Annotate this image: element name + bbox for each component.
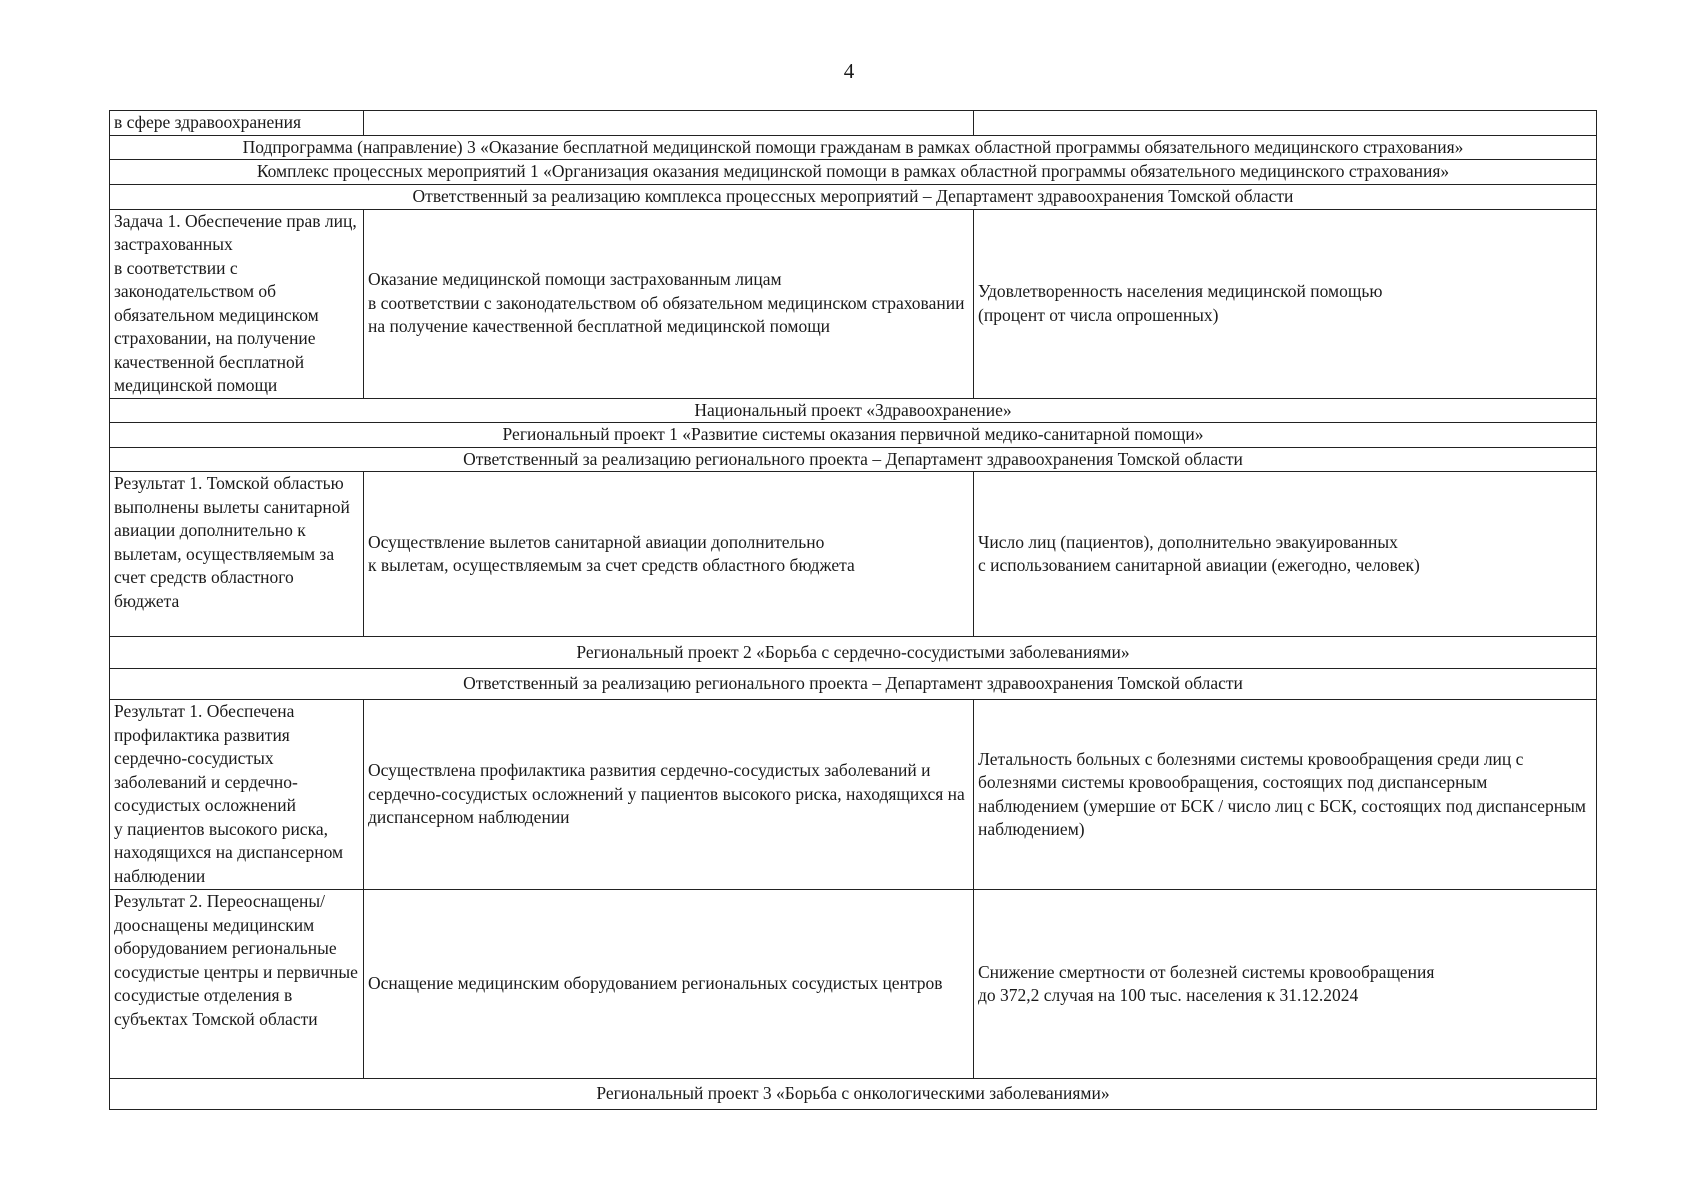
section-row [110,423,1597,448]
section-row [110,669,1597,700]
cell-indicator [974,111,1597,136]
cell-indicator: Число лиц (пациентов), дополнительно эвакуированных с использованием санитарной авиации (ежегодно, человек) [974,472,1597,637]
table-row [110,111,1597,136]
cell-indicator: Снижение смертности от болезней системы кровообращения до 372,2 случая на 100 тыс. населения к 31.12.2024 [974,890,1597,1079]
section-row [110,135,1597,160]
page-number: 4 [843,59,855,83]
cell-indicator: Летальность больных с болезнями системы кровообращения среди лиц с болезнями системы кровообращения, состоящих под диспансерным наблюдением (умершие от БСК / число лиц с БСК, состоящих под диспансерным наблюдением) [974,700,1597,890]
cell-indicator: Удовлетворенность населения медицинской помощью (процент от числа опрошенных) [974,209,1597,398]
cell-measure: Оказание медицинской помощи застрахованным лицам в соответствии с законодательством об обязательном медицинском страховании на получение качественной бесплатной медицинской помощи [364,209,974,398]
complex-heading: Комплекс процессных мероприятий 1 «Организация оказания медицинской помощи в рамках областной программы обязательного медицинского страхования» [110,160,1597,185]
table-row [110,472,1597,637]
program-table [109,110,1597,1110]
section-row [110,1079,1597,1110]
regional-project-heading: Региональный проект 3 «Борьба с онкологическими заболеваниями» [110,1079,1597,1110]
complex-responsible: Ответственный за реализацию комплекса процессных мероприятий – Департамент здравоохранения Томской области [110,184,1597,209]
cell-task: в сфере здравоохранения [110,111,364,136]
regional-project-heading: Региональный проект 2 «Борьба с сердечно-сосудистыми заболеваниями» [110,637,1597,669]
section-row [110,447,1597,472]
section-row [110,184,1597,209]
cell-measure: Оснащение медицинским оборудованием региональных сосудистых центров [364,890,974,1079]
cell-task: Результат 1. Обеспечена профилактика развития сердечно-сосудистых заболеваний и сердечно-сосудистых осложнений у пациентов высокого риска, находящихся на диспансерном наблюдении [110,700,364,890]
cell-task: Результат 1. Томской областью выполнены вылеты санитарной авиации дополнительно к вылетам, осуществляемым за счет средств областного бюджета [110,472,364,637]
regional-project-heading: Региональный проект 1 «Развитие системы оказания первичной медико-санитарной помощи» [110,423,1597,448]
cell-task: Задача 1. Обеспечение прав лиц, застрахованных в соответствии с законодательством об обязательном медицинском страховании, на получение качественной бесплатной медицинской помощи [110,209,364,398]
regional-responsible: Ответственный за реализацию регионального проекта – Департамент здравоохранения Томской области [110,669,1597,700]
section-row [110,637,1597,669]
cell-measure: Осуществление вылетов санитарной авиации дополнительно к вылетам, осуществляемым за счет средств областного бюджета [364,472,974,637]
cell-measure: Осуществлена профилактика развития сердечно-сосудистых заболеваний и сердечно-сосудистых осложнений у пациентов высокого риска, находящихся на диспансерном наблюдении [364,700,974,890]
cell-task: Результат 2. Переоснащены/дооснащены медицинским оборудованием региональные сосудистые центры и первичные сосудистые отделения в субъектах Томской области [110,890,364,1079]
table-row [110,700,1597,890]
section-row [110,160,1597,185]
table-row [110,890,1597,1079]
national-project-heading: Национальный проект «Здравоохранение» [110,398,1597,423]
cell-measure [364,111,974,136]
subprogram-heading: Подпрограмма (направление) 3 «Оказание бесплатной медицинской помощи гражданам в рамках областной программы обязательного медицинского страхования» [110,135,1597,160]
section-row [110,398,1597,423]
table-row [110,209,1597,398]
regional-responsible: Ответственный за реализацию регионального проекта – Департамент здравоохранения Томской области [110,447,1597,472]
